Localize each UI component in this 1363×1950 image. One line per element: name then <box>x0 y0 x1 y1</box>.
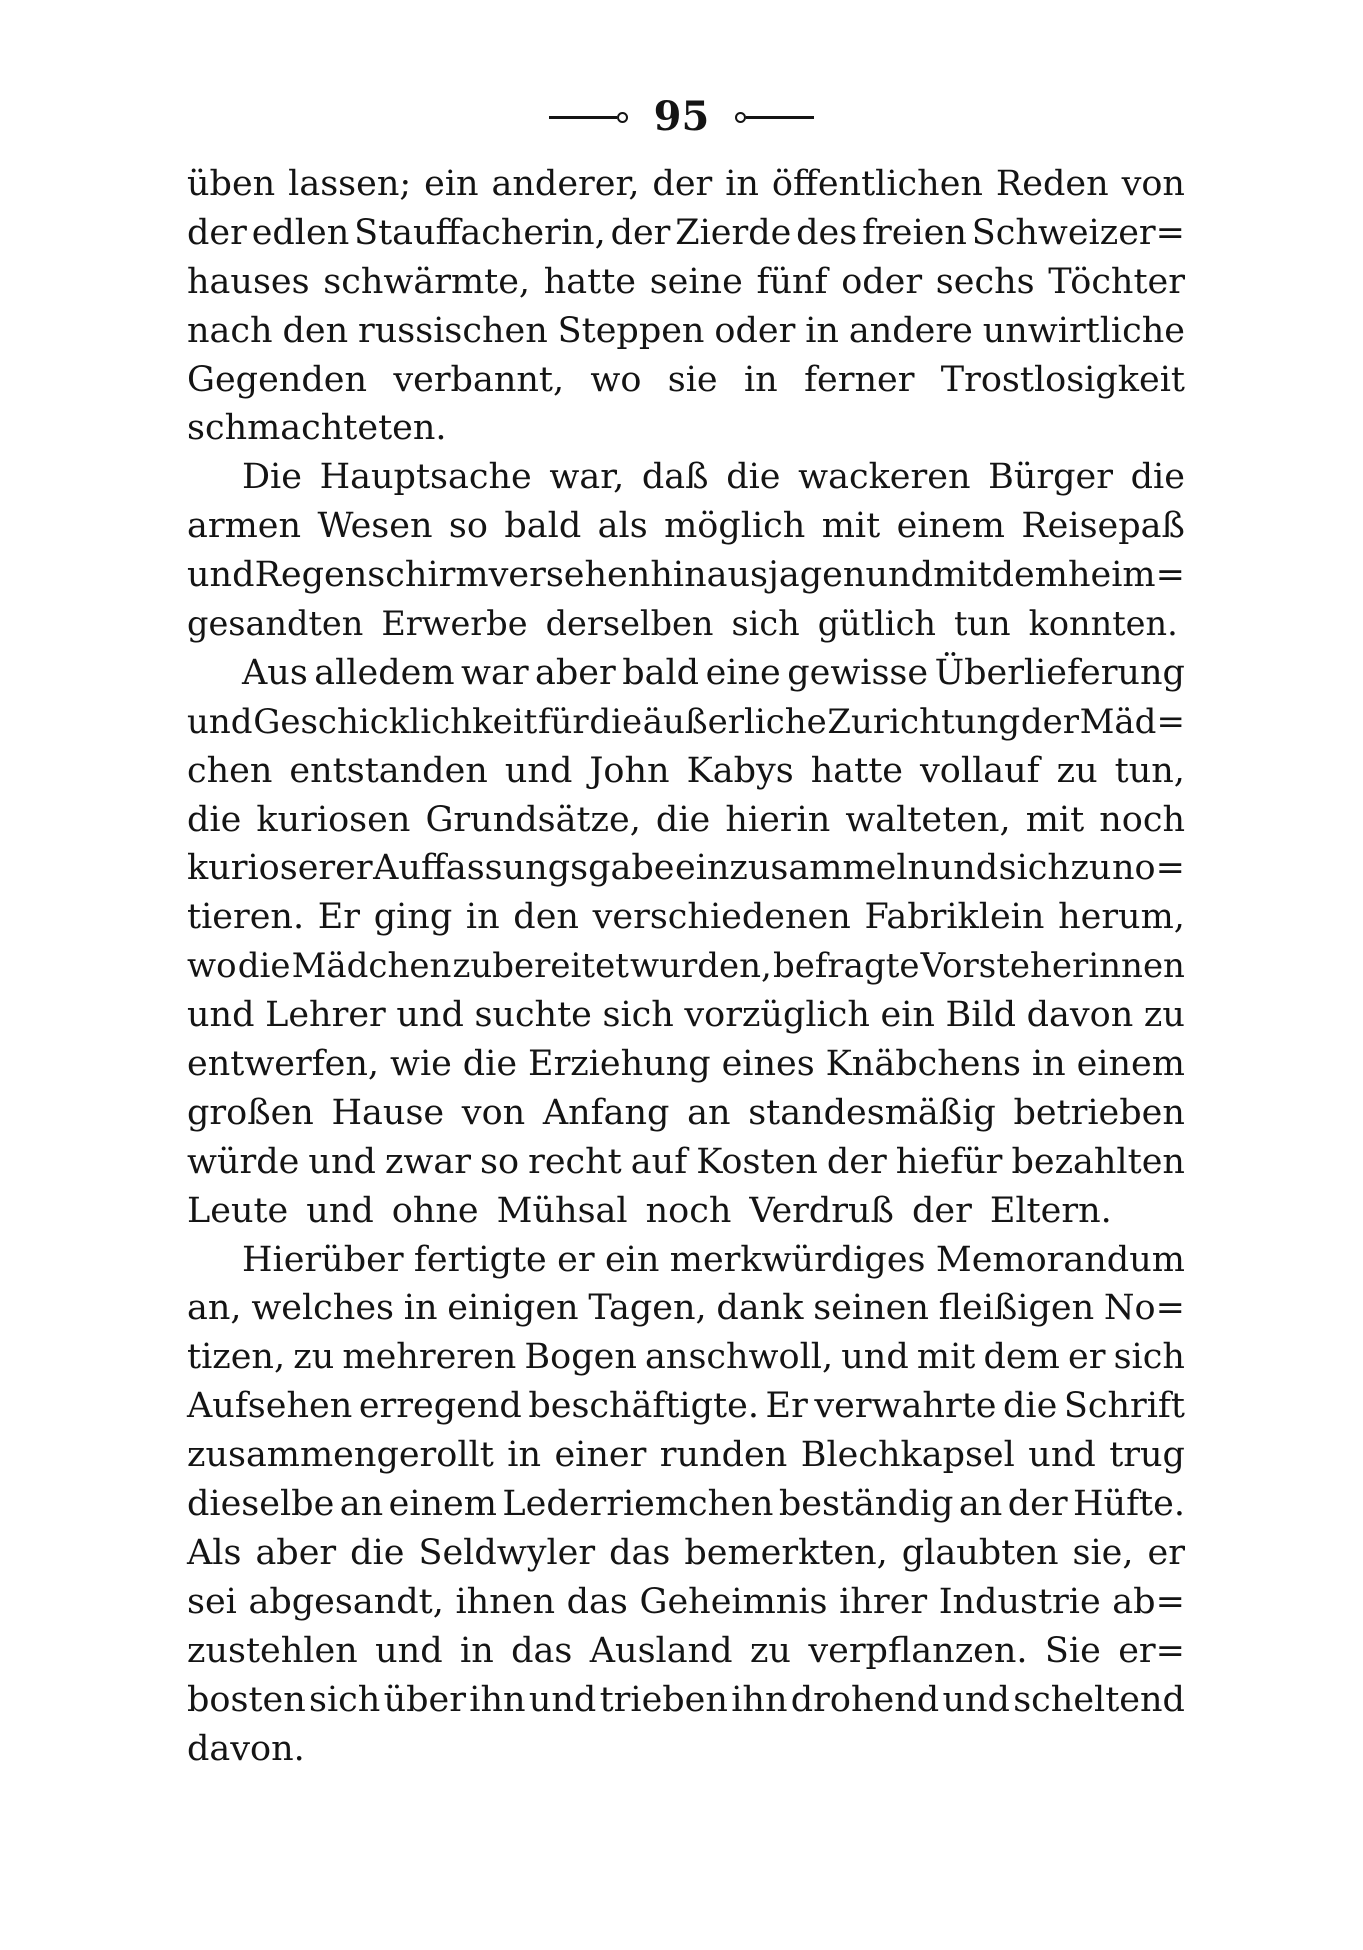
word: zu <box>1143 995 1185 1036</box>
word: des <box>796 212 858 253</box>
word: Aus <box>242 652 308 693</box>
word: merkwürdiges <box>669 1239 926 1280</box>
word: an <box>958 1484 1003 1525</box>
word: auf <box>630 1141 688 1182</box>
word: edlen <box>251 212 350 253</box>
text-line <box>187 698 1185 747</box>
word: mit <box>1025 799 1085 840</box>
page-number: 95 <box>653 93 710 140</box>
word: und <box>306 1190 374 1231</box>
word: sie <box>667 359 718 400</box>
word: Schrift <box>1063 1386 1185 1427</box>
word: würde <box>187 1141 300 1182</box>
word: Lederriemchen <box>502 1484 774 1525</box>
word: freien <box>862 212 967 253</box>
word: verbannt, <box>393 359 565 400</box>
word: und <box>930 848 999 889</box>
word: Verdruß <box>749 1190 894 1231</box>
word: zwar <box>384 1141 471 1182</box>
word: einem <box>388 1484 497 1525</box>
word: Grundsätze, <box>425 799 641 840</box>
word: Wesen <box>317 506 433 547</box>
word: drohend <box>790 1679 940 1720</box>
word: Industrie <box>938 1581 1101 1622</box>
word: andere <box>848 310 973 351</box>
word: Er <box>317 897 361 938</box>
word: ein <box>604 1239 660 1280</box>
word: konnten. <box>1028 604 1178 644</box>
word: an <box>339 1484 384 1525</box>
text-line <box>187 796 1185 845</box>
word: er <box>1147 1532 1185 1573</box>
text-line <box>187 1627 1185 1676</box>
word: großen <box>187 1092 314 1133</box>
word: wo <box>187 946 237 987</box>
word: Bürger <box>988 457 1113 498</box>
word: oder <box>841 261 923 302</box>
word: üben <box>187 164 276 204</box>
body-text <box>187 160 1185 1773</box>
word: ging <box>373 897 453 938</box>
text-line <box>187 1529 1185 1578</box>
word: die <box>589 701 643 742</box>
word: der <box>911 1190 972 1231</box>
word: befragte <box>772 946 920 987</box>
word: sei <box>187 1581 237 1622</box>
word: von <box>461 1092 526 1133</box>
word: hatte <box>810 750 904 791</box>
word: Blechkapsel <box>800 1435 1015 1476</box>
word: Zierde <box>675 212 792 253</box>
text-line <box>187 1333 1185 1382</box>
word: der <box>826 1141 887 1182</box>
text-line <box>187 1089 1185 1138</box>
word: zubereitet <box>452 946 629 987</box>
text-line <box>187 649 1185 698</box>
word: sich <box>998 848 1070 889</box>
word: mit <box>821 506 881 547</box>
word: entstanden <box>289 750 488 791</box>
word: hauses <box>187 261 310 302</box>
word: eines <box>721 1044 815 1085</box>
word: das <box>566 1581 628 1622</box>
word: Steppen <box>557 310 705 351</box>
text-line <box>187 1382 1185 1431</box>
word: der <box>652 164 713 204</box>
word: Memorandum <box>935 1239 1185 1280</box>
word: Die <box>242 457 302 498</box>
word: Gegenden <box>187 359 367 400</box>
word: schwärmte, <box>323 261 531 302</box>
word: Hauptsache <box>319 457 532 498</box>
word: zustehlen <box>187 1630 358 1671</box>
word: hierin <box>725 799 831 840</box>
word: aber <box>535 652 616 693</box>
word: die <box>1130 457 1185 498</box>
word: ferner <box>804 359 915 400</box>
word: seine <box>649 261 743 302</box>
word: Bogen <box>524 1337 637 1378</box>
word: zu <box>749 1630 791 1671</box>
word: sich <box>602 995 674 1036</box>
word: sich <box>1113 1337 1185 1378</box>
text-line <box>187 356 1185 405</box>
word: Geheimnis <box>639 1581 828 1622</box>
word: ihnen <box>455 1581 556 1622</box>
word: nach <box>187 310 273 351</box>
word: kuriosen <box>256 799 411 840</box>
word: russischen <box>358 310 548 351</box>
word: und <box>187 555 255 596</box>
text-line <box>187 209 1185 258</box>
word: die <box>1003 1386 1058 1427</box>
word: zu <box>1070 848 1112 889</box>
word: Schweizer= <box>971 212 1185 253</box>
text-line <box>187 160 1185 209</box>
word: Trostlosigkeit <box>940 359 1185 400</box>
word: oder <box>714 310 796 351</box>
text-line <box>187 258 1185 307</box>
word: verwahrte <box>814 1386 997 1427</box>
word: Mühsal <box>496 1190 628 1231</box>
word: und <box>308 1141 376 1182</box>
word: anderer, <box>491 164 640 204</box>
word: ihn <box>731 1679 788 1720</box>
word: Kosten <box>696 1141 818 1182</box>
word: entwerfen, <box>187 1044 380 1085</box>
word: tizen, <box>187 1337 286 1378</box>
text-line <box>187 551 1185 600</box>
word: fleißigen <box>938 1288 1095 1329</box>
word: und <box>1028 1435 1096 1476</box>
word: ohne <box>391 1190 479 1231</box>
word: dem <box>983 1337 1060 1378</box>
word: und <box>187 995 255 1036</box>
word: betrieben <box>1013 1092 1185 1133</box>
word: das <box>609 1532 671 1573</box>
word: in <box>403 1288 438 1329</box>
word: alledem <box>314 652 455 693</box>
word: Töchter <box>1048 261 1185 302</box>
word: Eltern. <box>989 1190 1112 1231</box>
word: Reisepaß <box>1021 506 1185 547</box>
word: no= <box>1112 848 1185 889</box>
word: so <box>448 506 488 547</box>
text-line <box>187 1578 1185 1627</box>
word: Er <box>765 1386 808 1427</box>
word: und <box>942 1679 1010 1720</box>
word: Hause <box>331 1092 445 1133</box>
word: über <box>383 1679 466 1720</box>
text-line <box>187 991 1185 1040</box>
word: Hierüber <box>242 1239 404 1280</box>
word: sich <box>731 604 800 644</box>
text-line <box>187 1138 1185 1187</box>
text-line <box>187 453 1185 502</box>
word: anschwoll, <box>645 1337 834 1378</box>
word: ein <box>880 995 935 1036</box>
page-header <box>0 92 1363 142</box>
word: vorzüglich <box>684 995 870 1036</box>
word: der <box>187 212 247 253</box>
word: ab= <box>1112 1581 1185 1622</box>
word: schmachteten. <box>187 408 447 449</box>
word: als <box>597 506 648 547</box>
word: Fabriklein <box>864 897 1045 938</box>
word: in <box>1031 1044 1066 1085</box>
word: tieren. <box>187 897 305 938</box>
text-line <box>187 1040 1185 1089</box>
word: gewisse <box>787 652 929 693</box>
text-line <box>187 307 1185 356</box>
word: Hüfte. <box>1073 1484 1185 1525</box>
word: fünf <box>756 261 828 302</box>
word: an <box>687 1092 731 1133</box>
word: gesandten <box>187 604 364 644</box>
word: trieben <box>599 1679 728 1720</box>
word: und <box>375 1630 443 1671</box>
word: Regenschirm <box>254 555 489 596</box>
word: Kabys <box>686 750 794 791</box>
word: in <box>725 164 759 204</box>
text-line <box>187 1480 1185 1529</box>
word: Lehrer <box>265 995 386 1036</box>
left-ornament <box>549 112 628 123</box>
word: tun, <box>1114 750 1185 791</box>
word: unwirtliche <box>982 310 1185 351</box>
word: fertigte <box>413 1239 547 1280</box>
text-line <box>187 404 1185 453</box>
word: Aufsehen <box>187 1386 353 1427</box>
word: davon <box>1026 995 1134 1036</box>
word: einzusammeln <box>674 848 931 889</box>
word: wo <box>590 359 642 400</box>
word: tun <box>953 604 1011 644</box>
word: ein <box>424 164 479 204</box>
text-line <box>187 942 1185 991</box>
word: recht <box>528 1141 622 1182</box>
word: einigen <box>447 1288 579 1329</box>
word: wurden, <box>630 946 772 987</box>
word: und <box>187 701 253 742</box>
word: in <box>465 897 500 938</box>
word: er <box>1067 1337 1106 1378</box>
text-line <box>187 1431 1185 1480</box>
word: hatte <box>543 261 636 302</box>
word: noch <box>1099 799 1185 840</box>
word: möglich <box>664 506 806 547</box>
word: Seldwyler <box>418 1532 596 1573</box>
word: Reden <box>995 164 1109 204</box>
word: eine <box>705 652 781 693</box>
word: mit <box>933 555 992 596</box>
word: war, <box>549 457 625 498</box>
word: den <box>513 897 579 938</box>
word: lassen; <box>288 164 412 204</box>
word: verschiedenen <box>592 897 851 938</box>
word: standesmäßig <box>748 1092 996 1133</box>
word: hinausjagen <box>650 555 866 596</box>
word: abgesandt, <box>248 1581 444 1622</box>
right-ornament <box>735 112 814 123</box>
word: Ausland <box>589 1630 733 1671</box>
word: dank <box>716 1288 804 1329</box>
word: herum, <box>1058 897 1185 938</box>
word: er= <box>1118 1630 1185 1671</box>
word: ihn <box>469 1679 526 1720</box>
word: der <box>610 212 671 253</box>
word: an, <box>187 1288 242 1329</box>
word: einem <box>1076 1044 1185 1085</box>
word: noch <box>645 1190 732 1231</box>
word: Geschicklichkeit <box>253 701 538 742</box>
text-line <box>187 893 1185 942</box>
word: das <box>511 1630 573 1671</box>
word: Leute <box>187 1190 289 1231</box>
word: und <box>841 1337 909 1378</box>
word: walteten, <box>845 799 1011 840</box>
text-line <box>187 1284 1185 1333</box>
word: Stauffacherin, <box>354 212 606 253</box>
word: derselben <box>545 604 714 644</box>
word: und <box>396 995 464 1036</box>
word: bald <box>622 652 700 693</box>
word: Anfang <box>542 1092 670 1133</box>
word: Auffassungsgabe <box>373 848 675 889</box>
word: bemerkten, <box>684 1532 888 1573</box>
text-line <box>187 502 1185 551</box>
word: öffentlichen <box>771 164 983 204</box>
word: seinen <box>813 1288 929 1329</box>
word: und <box>865 555 933 596</box>
word: und <box>528 1679 597 1720</box>
word: vollauf <box>920 750 1040 791</box>
word: Mädchen <box>291 946 452 987</box>
word: hiefür <box>895 1141 1003 1182</box>
word: die <box>237 946 291 987</box>
word: die <box>655 799 711 840</box>
word: zu <box>293 1337 335 1378</box>
text-line <box>187 1725 1185 1774</box>
word: dieselbe <box>187 1484 335 1525</box>
word: gütlich <box>817 604 936 644</box>
word: in <box>805 310 839 351</box>
word: davon. <box>187 1728 305 1769</box>
word: bosten <box>187 1679 306 1720</box>
word: die <box>187 799 242 840</box>
word: armen <box>187 506 302 547</box>
word: Als <box>187 1532 242 1573</box>
word: welches <box>251 1288 394 1329</box>
word: verpflanzen. <box>808 1630 1028 1671</box>
word: bald <box>504 506 582 547</box>
word: daß <box>641 457 709 498</box>
text-line <box>187 600 1185 649</box>
word: scheltend <box>1013 1679 1185 1720</box>
word: bezahlten <box>1011 1141 1185 1182</box>
word: suchte <box>474 995 592 1036</box>
text-line <box>187 747 1185 796</box>
word: Bild <box>945 995 1017 1036</box>
word: dem <box>991 555 1068 596</box>
word: beschäftigte. <box>528 1386 759 1427</box>
word: Überlieferung <box>934 652 1185 693</box>
word: sie, <box>1072 1532 1134 1573</box>
word: einer <box>554 1435 647 1476</box>
word: Mäd= <box>1079 701 1185 742</box>
word: der <box>1007 1484 1068 1525</box>
word: von <box>1121 164 1185 204</box>
word: war <box>461 652 529 693</box>
word: runden <box>659 1435 788 1476</box>
word: chen <box>187 750 273 791</box>
text-line <box>187 1236 1185 1285</box>
word: Erziehung <box>528 1044 711 1085</box>
word: wie <box>389 1044 452 1085</box>
word: er <box>557 1239 595 1280</box>
word: glaubten <box>901 1532 1059 1573</box>
text-line <box>187 844 1185 893</box>
word: erregend <box>358 1386 522 1427</box>
word: so <box>480 1141 520 1182</box>
word: der <box>1020 701 1079 742</box>
word: mehreren <box>342 1337 517 1378</box>
word: die <box>726 457 781 498</box>
word: Knäbchens <box>825 1044 1021 1085</box>
word: beständig <box>778 1484 954 1525</box>
word: Zurichtung <box>827 701 1021 742</box>
word: zu <box>1056 750 1098 791</box>
word: in <box>460 1630 494 1671</box>
word: für <box>537 701 589 742</box>
text-line <box>187 1187 1185 1236</box>
word: aber <box>255 1532 337 1573</box>
word: Sie <box>1044 1630 1101 1671</box>
word: sich <box>309 1679 381 1720</box>
word: in <box>743 359 778 400</box>
word: versehen <box>488 555 651 596</box>
word: und <box>504 750 573 791</box>
word: No= <box>1103 1288 1185 1329</box>
word: wackeren <box>798 457 971 498</box>
word: Erwerbe <box>381 604 528 644</box>
word: einem <box>896 506 1005 547</box>
word: Vorsteherinnen <box>920 946 1185 987</box>
word: sechs <box>935 261 1035 302</box>
word: mit <box>916 1337 976 1378</box>
word: kurioserer <box>187 848 373 889</box>
word: die <box>462 1044 518 1085</box>
word: Tagen, <box>588 1288 707 1329</box>
text-line <box>187 1676 1185 1725</box>
word: zusammengerollt <box>187 1435 494 1476</box>
word: in <box>507 1435 542 1476</box>
word: John <box>589 750 670 791</box>
word: den <box>282 310 349 351</box>
word: trug <box>1109 1435 1185 1476</box>
word: die <box>350 1532 405 1573</box>
word: äußerliche <box>642 701 827 742</box>
word: heim= <box>1067 555 1185 596</box>
word: ihrer <box>839 1581 928 1622</box>
